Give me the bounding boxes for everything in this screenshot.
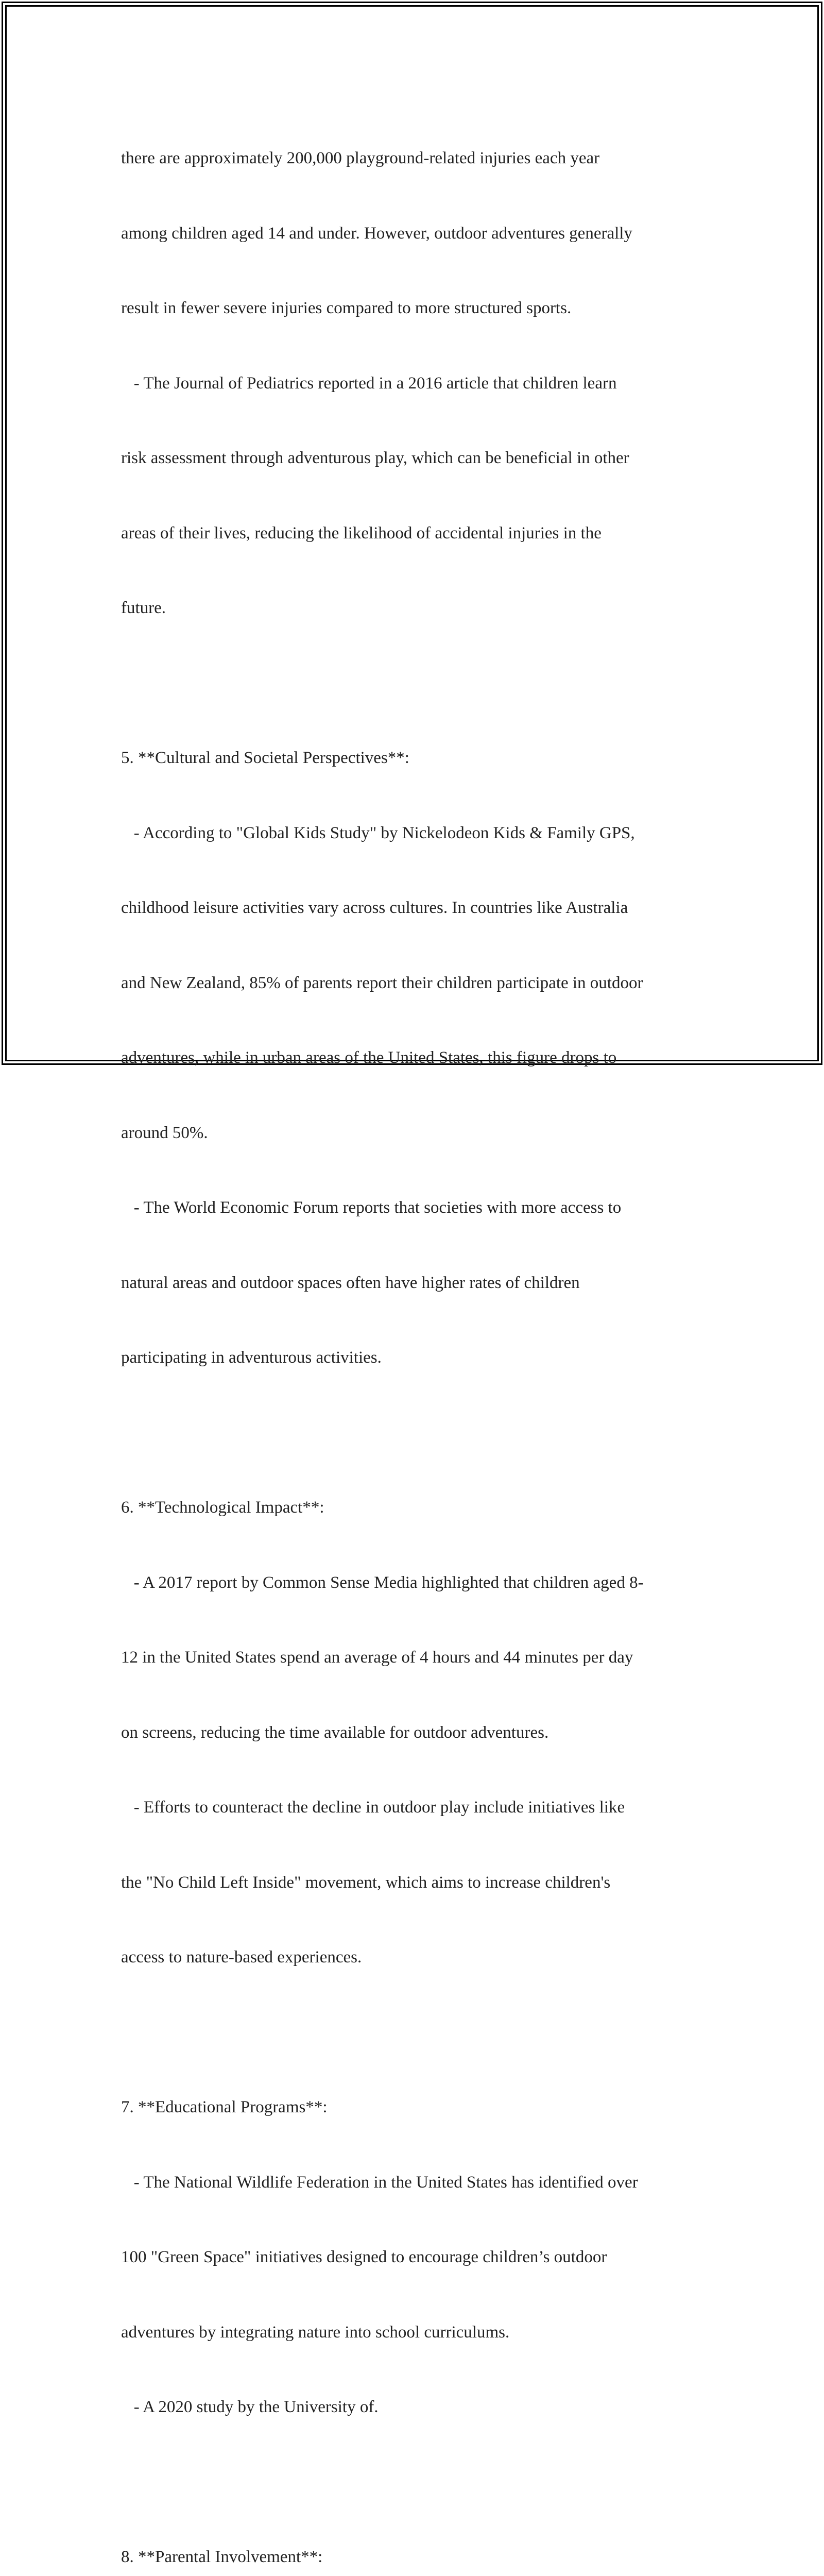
text-line: risk assessment through adventurous play, which can be beneficial in other [121,449,629,467]
text-line: future. [121,599,166,617]
text-line: - According to "Global Kids Study" by Nickelodeon Kids & Family GPS, [121,823,635,842]
text-line: - The World Economic Forum reports that societies with more access to [121,1198,622,1217]
text-line: 12 in the United States spend an average of 4 hours and 44 minutes per day [121,1648,633,1667]
document-body [121,96,708,2576]
text-line: - The Journal of Pediatrics reported in a 2016 article that children learn [121,374,617,393]
section-heading: 7. **Educational Programs**: [121,2098,328,2116]
text-line: on screens, reducing the time available for outdoor adventures. [121,1723,549,1742]
blank-line [121,1420,708,1446]
section-heading: 6. **Technological Impact**: [121,1498,324,1517]
blank-line [121,2470,708,2495]
text-line: - Efforts to counteract the decline in outdoor play include initiatives like [121,1798,625,1817]
blank-line [121,671,708,696]
text-line: areas of their lives, reducing the likelihood of accidental injuries in the [121,523,602,543]
section-heading: 8. **Parental Involvement**: [121,2548,323,2566]
text-line: - The National Wildlife Federation in the United States has identified over [121,2173,638,2192]
text-line: - A 2017 report by Common Sense Media highlighted that children aged 8- [121,1573,644,1592]
text-line: around 50%. [121,1123,208,1142]
text-line: among children aged 14 and under. However, outdoor adventures generally [121,224,632,243]
text-line: adventures by integrating nature into school curriculums. [121,2323,510,2342]
text-line: - A 2020 study by the University of. [121,2398,379,2416]
text-line: childhood leisure activities vary across cultures. In countries like Australia [121,899,628,917]
text-line: access to nature-based experiences. [121,1948,362,1967]
blank-line [121,2020,708,2045]
text-line: participating in adventurous activities. [121,1348,382,1367]
text-line: result in fewer severe injuries compared to more structured sports. [121,299,572,317]
text-line: natural areas and outdoor spaces often have higher rates of children [121,1273,580,1292]
text-line: and New Zealand, 85% of parents report their children participate in outdoor [121,973,643,992]
text-line: the "No Child Left Inside" movement, which aims to increase children's [121,1873,611,1892]
text-line: adventures, while in urban areas of the United States, this figure drops to [121,1048,617,1067]
text-line: there are approximately 200,000 playground-related injuries each year [121,149,600,167]
section-heading: 5. **Cultural and Societal Perspectives**: [121,749,409,767]
text-line: 100 "Green Space" initiatives designed to encourage children’s outdoor [121,2248,607,2266]
